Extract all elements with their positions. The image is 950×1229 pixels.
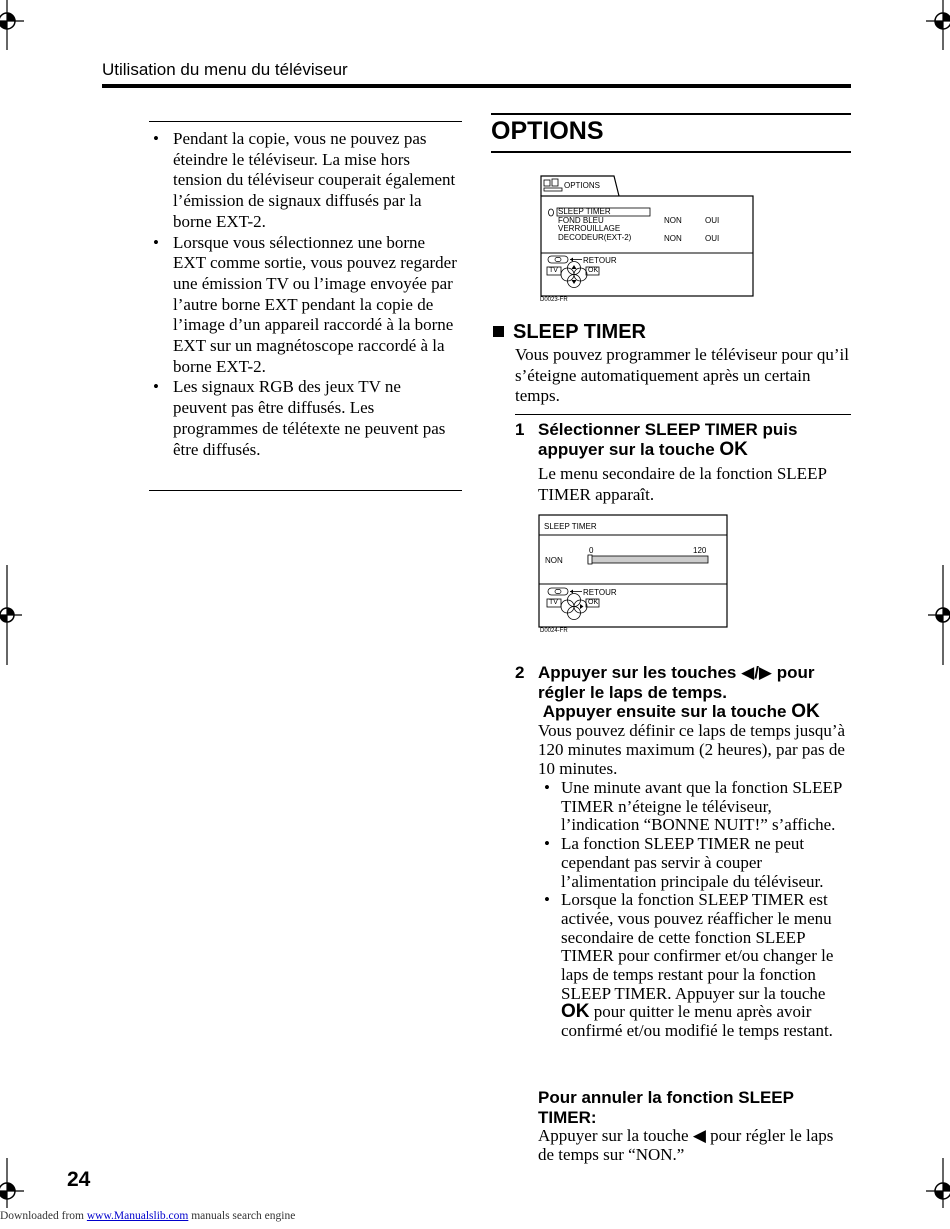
menu-item-sleep-timer: SLEEP TIMER [558, 207, 611, 216]
sleep-slider-thumb [588, 555, 592, 564]
step-2-title: Appuyer sur les touches ◀/▶ pour régler le laps de temps. Appuyer ensuite sur la touche OK [538, 663, 820, 722]
manualslib-link[interactable]: www.Manualslib.com [86, 1210, 189, 1222]
step-1-body: Le menu secondaire de la fonction SLEEP TIMER apparaît. [538, 464, 827, 504]
sleep-timer-heading: SLEEP TIMER [493, 321, 646, 344]
square-bullet-icon [493, 326, 504, 337]
figure-code: D0024-FR [540, 628, 568, 634]
list-item: • Pendant la copie, vous ne pouvez pas éteindre le téléviseur. La mise hors tension du téléviseur couperait également l’émission de signaux diffusés par la borne EXT-2. [153, 129, 458, 233]
menu-item-verrouillage: VERROUILLAGE [558, 224, 621, 233]
list-item: • Lorsque vous sélectionnez une borne EXT comme sortie, vous pouvez regarder une émission TV ou l’image envoyée par l’autre borne EXT pendant la copie de l’image d’un appareil raccordé à la borne EXT sur un magnétoscope raccordé à la borne EXT-2. [153, 233, 458, 378]
tv-label: TV [549, 599, 558, 606]
cancel-heading: Pour annuler la fonction SLEEP TIMER: [538, 1088, 794, 1127]
registration-mark-bottom-right [910, 1158, 950, 1208]
sleep-timer-intro: Vous pouvez programmer le téléviseur pour qu’il s’éteigne automatiquement après un certain temps. [515, 345, 849, 405]
ok-key-icon: OK [719, 438, 748, 460]
sleep-screen-title: SLEEP TIMER [544, 522, 597, 531]
fond-bleu-oui: OUI [705, 216, 720, 225]
fond-bleu-non: NON [664, 216, 682, 225]
download-footer: Downloaded from www.Manualslib.com manuals search engine [0, 1210, 296, 1222]
slider-min-label: 0 [589, 546, 594, 555]
slider-max-label: 120 [693, 546, 707, 555]
sleep-screen-frame [538, 514, 738, 638]
left-note-list [153, 129, 458, 460]
registration-mark-top-left [0, 0, 40, 50]
options-top-rule [491, 113, 851, 115]
left-bottom-rule [149, 490, 462, 491]
list-item: • Lorsque la fonction SLEEP TIMER est activée, vous pouvez réafficher le menu secondaire de cette fonction SLEEP TIMER pour confirmer et/ou changer le laps de temps restant pour la fonction SLEEP TIMER. Appuyer sur la touche OK pour quitter le menu après avoir confirmé et/ou modifié le temps restant. [538, 891, 851, 1041]
cancel-body: Appuyer sur la touche ◀ pour régler le laps de temps sur “NON.” [538, 1126, 834, 1165]
page-header-title: Utilisation du menu du téléviseur [102, 60, 348, 79]
list-item: • Une minute avant que la fonction SLEEP TIMER n’éteigne le téléviseur, l’indication “BONNE NUIT!” s’affiche. [538, 779, 851, 835]
decodeur-non: NON [664, 234, 682, 243]
step-1-title: Sélectionner SLEEP TIMER puis appuyer sur la touche OK [538, 420, 798, 460]
ok-label: OK [588, 599, 599, 606]
retour-label: RETOUR [583, 588, 617, 597]
step-2-body: Vous pouvez définir ce laps de temps jusqu’à 120 minutes maximum (2 heures), par pas de 10 minutes. [538, 721, 846, 779]
decodeur-oui: OUI [705, 234, 720, 243]
options-tab-label: OPTIONS [564, 181, 601, 190]
page-number: 24 [67, 1168, 91, 1191]
left-arrow-icon: ◀ [692, 1126, 706, 1145]
ok-label: OK [588, 267, 599, 274]
list-item: • Les signaux RGB des jeux TV ne peuvent pas être diffusés. Les programmes de télétexte ne peuvent pas être diffusés. [153, 377, 458, 460]
options-menu-items [558, 208, 631, 242]
sleep-value-label: NON [545, 556, 563, 565]
options-menu-screen [538, 174, 758, 303]
menu-item-fond-bleu: FOND BLEU [558, 215, 604, 225]
tv-label: TV [549, 267, 558, 274]
section-rule [515, 414, 851, 415]
step-2-number: 2 [515, 663, 525, 682]
ok-key-icon: OK [791, 701, 820, 722]
left-right-arrow-icons: ◀/▶ [741, 663, 772, 682]
options-bottom-rule [491, 151, 851, 153]
figure-code: D0023-FR [540, 297, 568, 303]
sleep-timer-menu-screen [538, 514, 738, 638]
left-top-rule [149, 121, 462, 122]
registration-mark-bottom-left [0, 1158, 40, 1208]
registration-mark-top-right [910, 0, 950, 50]
header-rule [102, 84, 851, 88]
ok-key-icon: OK [561, 1001, 590, 1023]
menu-item-decodeur: DECODEUR(EXT-2) [558, 232, 632, 242]
step-1-number: 1 [515, 420, 525, 439]
step-2-notes [538, 779, 851, 1041]
registration-mark-mid-left [0, 565, 30, 665]
retour-label: RETOUR [583, 256, 617, 265]
registration-mark-mid-right [920, 565, 950, 665]
list-item: • La fonction SLEEP TIMER ne peut cependant pas servir à couper l’alimentation principale du téléviseur. [538, 835, 851, 891]
options-heading: OPTIONS [491, 117, 604, 145]
